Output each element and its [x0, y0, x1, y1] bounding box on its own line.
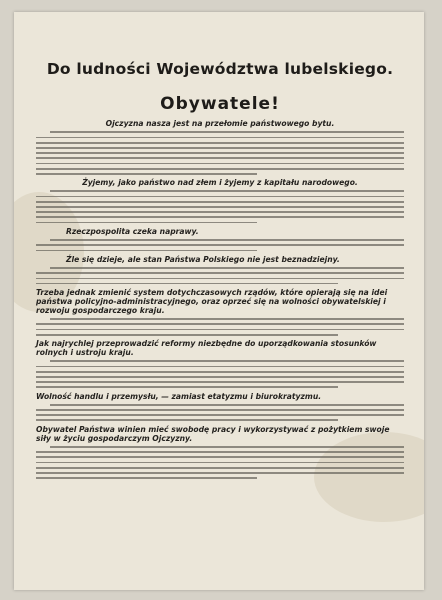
- text-line: [50, 239, 404, 241]
- paragraph: [36, 318, 404, 335]
- text-line: [36, 137, 404, 139]
- section-heading: Trzeba jednak zmienić system dotychczasowych rządów, które opierają się na idei państwa policyjno-administracyjnego, oraz oprzeć się na wolności obywatelskiej i rozwoju gospodarczego kraju.: [36, 287, 388, 315]
- section-heading: Źle się dzieje, ale stan Państwa Polskiego nie jest beznadziejny.: [66, 254, 340, 264]
- text-line: [36, 278, 404, 280]
- text-line: [36, 216, 404, 218]
- poster-content: [36, 60, 404, 482]
- text-line: [50, 360, 404, 362]
- section-heading: Ojczyzna nasza jest na przełomie państwowego bytu.: [105, 119, 335, 128]
- text-line: [36, 250, 257, 252]
- paragraph: [36, 446, 404, 479]
- text-line: [50, 318, 404, 320]
- text-line: [36, 283, 338, 285]
- text-line: [36, 163, 404, 165]
- section-heading: Obywatel Państwa winien mieć swobodę pracy i wykorzystywać z pożytkiem swoje siły w życiu gospodarczym Ojczyzny.: [36, 424, 390, 443]
- text-line: [36, 157, 404, 159]
- text-line: [36, 323, 404, 325]
- section-heading: Żyjemy, jako państwo nad złem i żyjemy z kapitału narodowego.: [82, 178, 358, 188]
- text-line: [36, 462, 404, 464]
- paragraph: [36, 239, 404, 251]
- text-line: [36, 211, 404, 213]
- text-line: [36, 451, 404, 453]
- text-line: [36, 173, 257, 175]
- text-line: [50, 446, 404, 448]
- text-line: [36, 147, 404, 149]
- text-line: [36, 371, 404, 373]
- text-line: [36, 206, 404, 208]
- text-line: [36, 477, 257, 479]
- text-line: [36, 472, 404, 474]
- text-line: [50, 267, 404, 269]
- poster-title: Do ludności Województwa lubelskiego.: [46, 60, 394, 78]
- poster-sheet: [14, 12, 424, 590]
- text-line: [36, 196, 404, 198]
- text-line: [36, 201, 404, 203]
- text-line: [36, 272, 404, 274]
- paragraph: [36, 404, 404, 421]
- section-heading: Wolność handlu i przemysłu, — zamiast etatyzmu i biurokratyzmu.: [36, 391, 322, 401]
- paragraph: [36, 190, 404, 223]
- section-heading: Jak najrychlej przeprowadzić reformy niezbędne do uporządkowania stosunków rolnych i ustroju kraju.: [36, 339, 377, 358]
- text-line: [50, 404, 404, 406]
- text-line: [36, 376, 404, 378]
- text-line: [36, 244, 404, 246]
- text-line: [36, 329, 404, 331]
- text-line: [36, 152, 404, 154]
- text-line: [36, 419, 338, 421]
- paragraph: [36, 267, 404, 284]
- poster-greeting: Obywatele!: [160, 94, 280, 114]
- text-line: [36, 467, 404, 469]
- text-line: [50, 131, 404, 133]
- text-line: [36, 381, 404, 383]
- text-line: [36, 142, 404, 144]
- text-line: [36, 222, 257, 224]
- text-line: [36, 366, 404, 368]
- text-line: [36, 334, 338, 336]
- text-line: [36, 409, 404, 411]
- text-line: [36, 414, 404, 416]
- paragraph: [36, 360, 404, 388]
- text-line: [36, 386, 338, 388]
- text-line: [36, 168, 404, 170]
- text-line: [50, 190, 404, 192]
- section-heading: Rzeczpospolita czeka naprawy.: [66, 226, 199, 236]
- paragraph: [36, 131, 404, 174]
- text-line: [36, 456, 404, 458]
